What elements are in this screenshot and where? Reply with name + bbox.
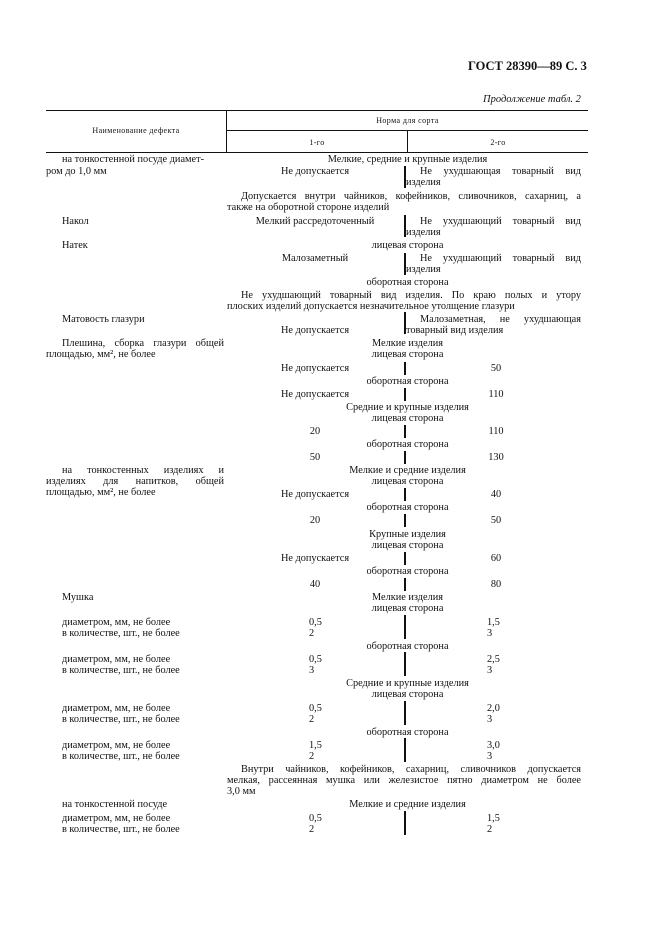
grade-1-value: 1,5	[309, 740, 322, 751]
grade-1-value: Не допускается	[280, 325, 350, 336]
section-heading: Мелкие изделия	[372, 592, 443, 603]
grade-2-value-cont: изделия	[406, 264, 441, 275]
span-note-cont: также на оборотной стороне изделий	[227, 202, 390, 213]
defect-label: в количестве, шт., не более	[62, 714, 180, 725]
grade-divider-mark	[404, 552, 406, 565]
side-heading: лицевая сторона	[371, 240, 444, 251]
defect-label: диаметром, мм, не более	[62, 813, 171, 824]
defect-label-cont: площадью, мм², не более	[46, 487, 156, 498]
side-heading: лицевая сторона	[371, 603, 444, 614]
grade-2-value: Не ухудшающий товарный вид	[420, 253, 581, 264]
grade-2-value: 40	[490, 489, 502, 500]
grade-divider-mark	[404, 701, 406, 725]
defect-label-cont: изделиях для напитков, общей	[46, 476, 224, 487]
side-heading: лицевая сторона	[371, 349, 444, 360]
grade-2-value: 1,5	[487, 813, 500, 824]
grade-1-value: 20	[309, 515, 321, 526]
grade-1-value: Мелкий рассредоточенный	[255, 216, 375, 227]
section-heading: Мелкие изделия	[372, 338, 443, 349]
document-header: ГОСТ 28390—89 С. 3	[468, 59, 587, 73]
grade-2-value-cont: изделия	[406, 227, 441, 238]
section-heading: Средние и крупные изделия	[346, 402, 469, 413]
grade-1-value: Не допускается	[280, 489, 350, 500]
defect-label: на тонкостенных изделиях и	[62, 465, 224, 476]
grade-2-value-cont: изделия	[406, 177, 441, 188]
span-note-cont: 3,0 мм	[227, 786, 256, 797]
grade-1-value: 50	[309, 452, 321, 463]
side-heading: оборотная сторона	[366, 502, 449, 513]
header-norm-for-grade: Норма для сорта	[376, 116, 439, 125]
span-note: Допускается внутри чайников, кофейников, сливочников, сахарниц, а	[241, 191, 581, 202]
defect-label-cont: площадью, мм², не более	[46, 349, 156, 360]
defect-label: диаметром, мм, не более	[62, 617, 171, 628]
side-heading: оборотная сторона	[366, 566, 449, 577]
grade-1-value: 0,5	[309, 813, 322, 824]
table-top-border	[46, 110, 588, 111]
grade-2-value: Не ухудшающая товарный вид	[420, 166, 581, 177]
grade-2-value: 110	[488, 426, 504, 437]
grade-divider-mark	[404, 738, 406, 762]
defect-label: Мушка	[62, 592, 94, 603]
side-heading: оборотная сторона	[366, 727, 449, 738]
side-heading: оборотная сторона	[366, 376, 449, 387]
grade-1-value: Малозаметный	[281, 253, 349, 264]
grade-divider-mark	[404, 425, 406, 438]
grade-1-value: Не допускается	[280, 553, 350, 564]
section-heading: Крупные изделия	[369, 529, 446, 540]
defect-label: диаметром, мм, не более	[62, 740, 171, 751]
grade-2-value: 2	[487, 824, 493, 835]
defect-label: диаметром, мм, не более	[62, 703, 171, 714]
grade-2-value: 3	[487, 665, 493, 676]
grade-2-value: 3	[487, 628, 493, 639]
grade-2-value: 80	[490, 579, 502, 590]
side-heading: лицевая сторона	[371, 689, 444, 700]
grade-2-value-cont: товарный вид изделия	[406, 325, 504, 336]
section-heading: Мелкие и средние изделия	[349, 799, 466, 810]
side-heading: лицевая сторона	[371, 540, 444, 551]
grade-divider-mark	[404, 652, 406, 676]
grade-1-value: 2	[309, 824, 315, 835]
grade-1-value: 2	[309, 714, 315, 725]
defect-label: ром до 1,0 мм	[46, 166, 107, 177]
grade-1-value: 2	[309, 628, 315, 639]
grade-1-value: 2	[309, 751, 315, 762]
span-note-cont: мелкая, рассеянная мушка или железистое пятно диаметром не более	[227, 775, 581, 786]
defect-label: Матовость глазури	[62, 314, 145, 325]
grade-2-value: 2,5	[487, 654, 500, 665]
defect-label: в количестве, шт., не более	[62, 751, 180, 762]
defect-label: Натек	[62, 240, 88, 251]
defect-label: на тонкостенной посуде	[62, 799, 168, 810]
span-note-cont: плоских изделий допускается незначительное утолщение глазури	[227, 301, 515, 312]
grade-1-value: 40	[309, 579, 321, 590]
span-note: Внутри чайников, кофейников, сахарниц, сливочников допускается	[241, 764, 581, 775]
defect-label: в количестве, шт., не более	[62, 824, 180, 835]
grade-2-value: 2,0	[487, 703, 500, 714]
grade-2-value: 60	[490, 553, 502, 564]
grade-2-value: 110	[488, 389, 504, 400]
grade-2-value: 3,0	[487, 740, 500, 751]
grade-2-value: 3	[487, 751, 493, 762]
defect-label: в количестве, шт., не более	[62, 665, 180, 676]
grade-divider-mark	[404, 362, 406, 375]
grade-1-value: Не допускается	[280, 363, 350, 374]
header-grade-1: 1-го	[309, 138, 325, 147]
table-continuation-label: Продолжение табл. 2	[483, 94, 581, 105]
grade-divider-mark	[404, 578, 406, 591]
span-note: Не ухудшающий товарный вид изделия. По краю полых и утору	[241, 290, 581, 301]
grade-1-value: Не допускается	[280, 166, 350, 177]
grade-2-value: Не ухудшающий товарный вид	[420, 216, 581, 227]
grade-1-value: 20	[309, 426, 321, 437]
defect-label: Накол	[62, 216, 89, 227]
grade-divider-mark	[404, 488, 406, 501]
grade-2-value: 130	[488, 452, 504, 463]
grade-divider-mark	[404, 514, 406, 527]
section-heading: Мелкие и средние изделия	[349, 465, 466, 476]
defect-label: в количестве, шт., не более	[62, 628, 180, 639]
defect-label: на тонкостенной посуде диамет-	[62, 154, 205, 165]
grade-1-value: 0,5	[309, 703, 322, 714]
defect-label: диаметром, мм, не более	[62, 654, 171, 665]
grade-1-value: 0,5	[309, 617, 322, 628]
grade-2-value: 1,5	[487, 617, 500, 628]
grade-2-value: 50	[490, 363, 502, 374]
table-header-bottom-border	[46, 152, 588, 153]
grade-2-value: Малозаметная, не ухудшающая	[420, 314, 581, 325]
side-heading: лицевая сторона	[371, 476, 444, 487]
grade-1-value: 0,5	[309, 654, 322, 665]
side-heading: оборотная сторона	[366, 277, 449, 288]
grade-divider-mark	[404, 811, 406, 835]
grade-1-value: Не допускается	[280, 389, 350, 400]
grade-divider-mark	[404, 615, 406, 639]
section-heading: Средние и крупные изделия	[346, 678, 469, 689]
grade-divider-mark	[404, 451, 406, 464]
grade-2-value: 50	[490, 515, 502, 526]
defect-label: Плешина, сборка глазури общей	[62, 338, 224, 349]
section-heading: Мелкие, средние и крупные изделия	[327, 154, 488, 165]
grade-divider-mark	[404, 388, 406, 401]
grade-2-value: 3	[487, 714, 493, 725]
grade-1-value: 3	[309, 665, 315, 676]
header-defect-name: Наименование дефекта	[92, 126, 180, 135]
header-grade-2: 2-го	[490, 138, 506, 147]
side-heading: оборотная сторона	[366, 641, 449, 652]
side-heading: оборотная сторона	[366, 439, 449, 450]
side-heading: лицевая сторона	[371, 413, 444, 424]
